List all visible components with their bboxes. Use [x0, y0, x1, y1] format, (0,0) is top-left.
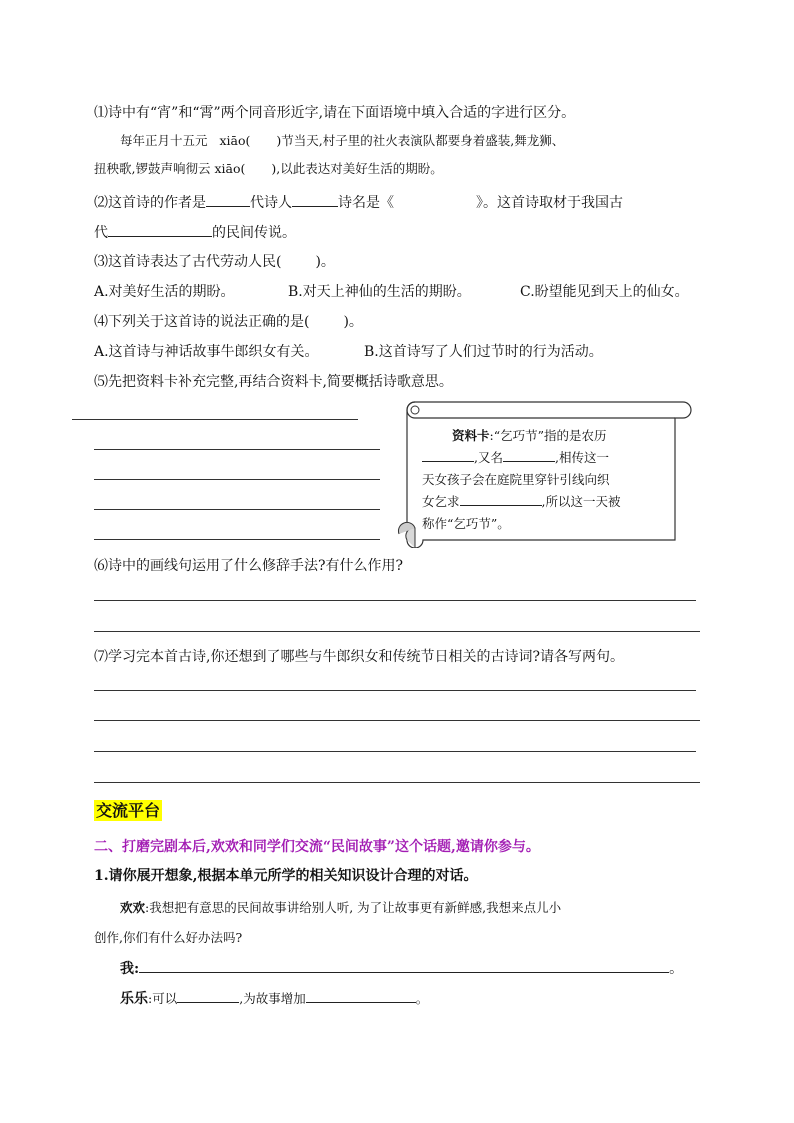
q1-line1-end: )节当天,村子里的社火表演队都要身着盛装,舞龙狮、	[276, 133, 565, 148]
card-line3: 天女孩子会在庭院里穿针引线向织	[422, 472, 610, 487]
q2-blank-dynasty[interactable]	[206, 192, 250, 207]
q3-title-text: ⑶这首诗表达了古代劳动人民(	[94, 254, 282, 270]
me-line	[120, 958, 683, 979]
huan-text: :我想把有意思的民间故事讲给别人听, 为了让故事更有新鲜感,我想来点儿小	[145, 900, 562, 915]
q2-text-c: 诗名是《	[338, 195, 394, 211]
q5-answer-line-1[interactable]	[72, 419, 358, 420]
q1-pinyin2: xiāo(	[214, 161, 246, 176]
q2-blank-author[interactable]	[292, 192, 338, 207]
q7-answer-line-3[interactable]	[94, 751, 696, 752]
q2-text-e: 代	[94, 225, 108, 241]
lele-text-a: :可以	[148, 991, 178, 1006]
q3-option-a[interactable]: A.对美好生活的期盼。	[94, 284, 235, 300]
card-blank-alias[interactable]	[503, 449, 555, 462]
card-line4	[422, 492, 672, 512]
q6-answer-line-2[interactable]	[94, 631, 700, 632]
task-title: 二、打磨完剧本后,欢欢和同学们交流“民间故事”这个话题,邀请你参与。	[94, 839, 540, 855]
card-blank-date[interactable]	[422, 449, 474, 462]
q2-line2	[94, 222, 296, 243]
q2-text-a: ⑵这首诗的作者是	[94, 195, 206, 211]
card-blank-wish[interactable]	[460, 493, 542, 506]
card-text-1: :“乞巧节”指的是农历	[489, 428, 607, 443]
q2-blank-origin[interactable]	[108, 222, 212, 237]
q7-answer-line-2[interactable]	[94, 720, 700, 721]
task1-title: 1.请你展开想象,根据本单元所学的相关知识设计合理的对话。	[94, 868, 478, 884]
card-text-2a: ,又名	[474, 450, 503, 465]
card-label: 资料卡	[452, 428, 490, 443]
card-line2	[422, 448, 672, 468]
lele-line	[120, 988, 428, 1009]
q6-title: ⑹诗中的画线句运用了什么修辞手法?有什么作用?	[94, 558, 404, 574]
q1-line1-text: 每年正月十五元	[120, 133, 208, 148]
q5-answer-line-2[interactable]	[94, 449, 380, 450]
huan-line2: 创作,你们有什么好办法吗?	[94, 930, 243, 945]
me-answer-blank[interactable]	[139, 958, 669, 973]
q1-line2-end: ),以此表达对美好生活的期盼。	[271, 161, 443, 176]
q4-options	[94, 342, 603, 362]
card-line5: 称作“乞巧节”。	[422, 516, 510, 531]
card-text-2b: ,相传这一	[554, 450, 609, 465]
lele-blank-1[interactable]	[177, 988, 239, 1003]
q1-line2	[94, 159, 443, 179]
q3-options	[94, 282, 689, 302]
q2-text-f: 的民间传说。	[212, 225, 296, 241]
q1-pinyin1: xiāo(	[219, 133, 251, 148]
card-line1	[452, 426, 702, 446]
huan-label: 欢欢	[120, 900, 146, 915]
huan-line1	[120, 898, 561, 918]
q1-title: ⑴诗中有“宵”和“霄”两个同音形近字,请在下面语境中填入合适的字进行区分。	[94, 105, 576, 121]
card-text-4a: 女乞求	[422, 494, 460, 509]
q4-title-end: )。	[343, 314, 363, 330]
lele-label: 乐乐	[120, 991, 148, 1007]
q3-title-end: )。	[315, 254, 335, 270]
q5-answer-line-4[interactable]	[94, 509, 380, 510]
q4-title-text: ⑷下列关于这首诗的说法正确的是(	[94, 314, 310, 330]
q4-option-b[interactable]: B.这首诗写了人们过节时的行为活动。	[364, 344, 603, 360]
q2-text-d: 》。这首诗取材于我国古	[476, 195, 623, 211]
q2-text-b: 代诗人	[250, 195, 292, 211]
section-heading-text: 交流平台	[96, 801, 161, 820]
q7-answer-line-4[interactable]	[94, 782, 700, 783]
q2-line1	[94, 192, 623, 213]
me-end: 。	[669, 961, 684, 977]
lele-end: 。	[415, 991, 429, 1006]
lele-text-b: ,为故事增加	[239, 991, 306, 1006]
section-heading	[94, 800, 162, 823]
q6-answer-line-1[interactable]	[94, 600, 696, 601]
me-label: 我:	[120, 961, 140, 977]
q5-answer-line-5[interactable]	[94, 539, 380, 540]
q7-title: ⑺学习完本首古诗,你还想到了哪些与牛郎织女和传统节日相关的古诗词?请各写两句。	[94, 649, 624, 665]
lele-blank-2[interactable]	[306, 988, 416, 1003]
q5-title: ⑸先把资料卡补充完整,再结合资料卡,简要概括诗歌意思。	[94, 374, 453, 390]
q3-option-b[interactable]: B.对天上神仙的生活的期盼。	[288, 284, 471, 300]
q5-answer-line-3[interactable]	[94, 479, 380, 480]
q1-line1	[120, 131, 564, 151]
q3-option-c[interactable]: C.盼望能见到天上的仙女。	[520, 284, 689, 300]
q4-option-a[interactable]: A.这首诗与神话故事牛郎织女有关。	[94, 344, 319, 360]
q4-title	[94, 312, 363, 332]
q1-line2-text: 扭秧歌,锣鼓声响彻云	[94, 161, 211, 176]
card-text-4b: ,所以这一天被	[541, 494, 621, 509]
q3-title	[94, 252, 335, 272]
q7-answer-line-1[interactable]	[94, 690, 696, 691]
